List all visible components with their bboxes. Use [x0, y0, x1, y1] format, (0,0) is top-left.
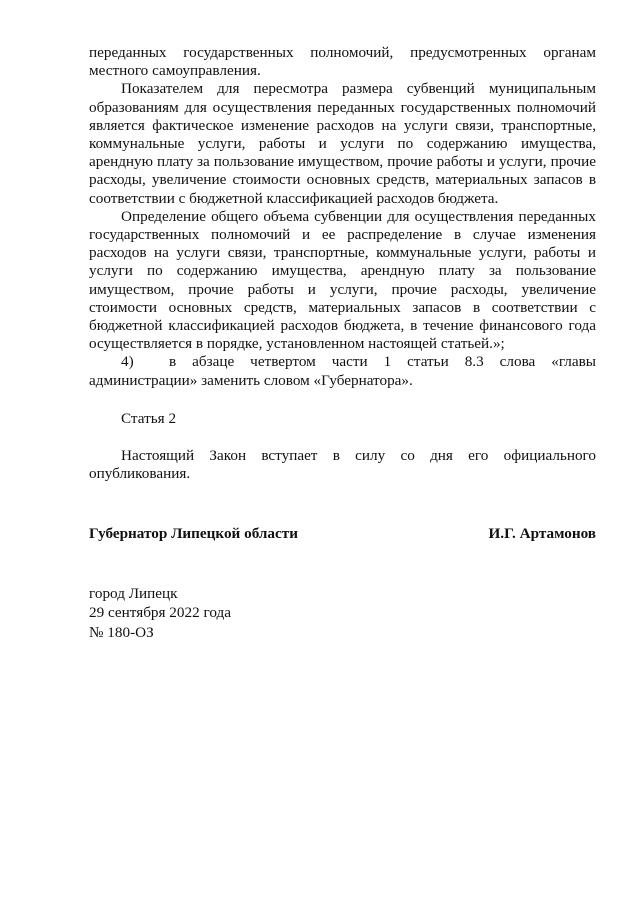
- paragraph-indicator: Показателем для пересмотра размера субвенций муниципальным образованиям для осуществления переданных государственных полномочий является фактическое изменение расходов на услуги связи, транспортные, коммунальные услуги, работы и услуги по содержанию имущества, арендную плату за пользование имуществом, прочие работы и услуги, прочие расходы, увеличение стоимости основных средств, материальных запасов в соответствии с бюджетной классификацией расходов бюджета.: [89, 80, 596, 207]
- signatory-position: Губернатор Липецкой области: [89, 525, 298, 543]
- law-number: № 180-ОЗ: [89, 623, 154, 641]
- article-heading: Статья 2: [121, 409, 177, 427]
- list-item-4: [89, 353, 596, 389]
- paragraph-subvention-volume: Определение общего объема субвенции для осуществления переданных государственных полномочий и ее распределение в случае изменения расходов на услуги связи, транспортные, коммунальные услуги, работы и услуги по содержанию имущества, арендную плату за пользование имуществом, прочие работы и услуги, прочие расходы, увеличение стоимости основных средств, материальных запасов в соответствии с бюджетной классификацией расходов бюджета, в течение финансового года осуществляется в порядке, установленном настоящей статьей.»;: [89, 207, 596, 353]
- list-item-text: в абзаце четвертом части 1 статьи 8.3 слова «главы администрации» заменить словом «Губернатора».: [89, 353, 596, 389]
- paragraph-entry-into-force: Настоящий Закон вступает в силу со дня его официального опубликования.: [89, 447, 596, 483]
- place-date-block: [89, 584, 596, 643]
- place-city: город Липецк: [89, 584, 178, 602]
- signing-date: 29 сентября 2022 года: [89, 604, 231, 622]
- signatory-name: И.Г. Артамонов: [488, 525, 596, 543]
- signature-block: [89, 525, 596, 543]
- list-item-number: 4): [121, 353, 134, 371]
- document-page: [89, 44, 596, 642]
- paragraph-continuation: переданных государственных полномочий, предусмотренных органам местного самоуправления.: [89, 44, 596, 80]
